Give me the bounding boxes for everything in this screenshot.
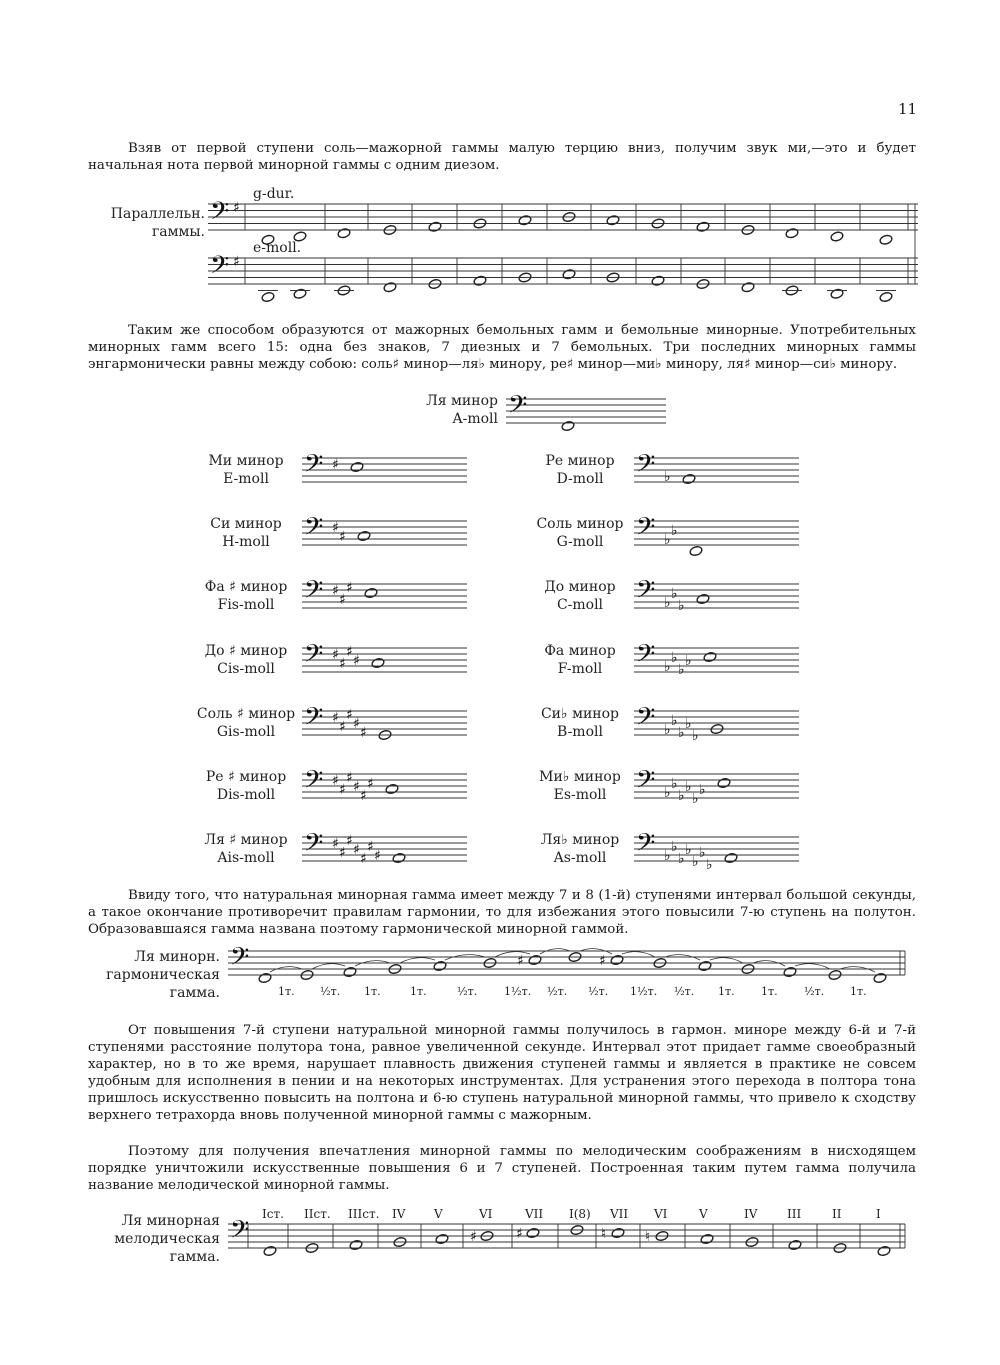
g-dur-note [785,228,799,239]
melodic-note [700,1233,714,1244]
flat-icon: ♭ [699,782,706,798]
a-moll-tonic-note [561,420,575,431]
sharp-icon: ♯ [599,953,606,969]
sharp-icon: ♯ [367,839,374,855]
sharp-key-de: Cis-moll [217,661,275,677]
sharp-icon: ♯ [346,770,353,786]
parallel-label-line2: гаммы. [151,224,205,240]
scale-degree-label: VI [479,1207,493,1221]
flat-icon: ♭ [671,650,678,666]
scale-degree-label: IIIст. [348,1207,380,1221]
slur [710,958,743,963]
harmonic-note [433,960,447,971]
scale-degree-label: Iст. [262,1207,284,1221]
sharp-icon: ♯ [339,719,346,735]
scale-degree-label: III [787,1207,802,1221]
sharp-key-label [196,831,296,867]
sharp-icon: ♯ [339,592,346,608]
flat-key-label [530,515,630,551]
scale-degree-label: IIст. [304,1207,331,1221]
sharp-icon: ♯ [360,788,367,804]
sharp-key-staff [302,512,472,563]
flat-icon: ♭ [685,653,692,669]
flat-icon: ♭ [671,839,678,855]
harmonic-note [258,972,272,983]
sharp-icon: ♯ [332,583,339,599]
flat-key-label [530,831,630,867]
a-moll-staff [506,390,686,435]
flat-key-staff [634,765,804,816]
flat-key-ru: Си♭ минор [540,706,620,722]
sharp-tonic-note [371,657,385,668]
flat-key-staff [634,828,804,879]
flat-icon: ♭ [678,598,685,614]
flat-icon: ♭ [699,845,706,861]
melodic-note [435,1233,449,1244]
flat-key-ru: Соль минор [536,516,624,532]
slur [312,964,345,969]
step-interval-label: 1т. [410,985,427,998]
sharp-key-de: Gis-moll [216,724,276,740]
flat-icon: ♭ [706,857,713,873]
flat-icon: ♭ [678,662,685,678]
sharp-key-ru: Ре ♯ минор [205,769,287,785]
flat-key-staff [634,512,804,563]
sharp-icon: ♯ [374,848,381,864]
flat-icon: ♭ [685,779,692,795]
flat-tonic-note [696,593,710,604]
sharp-key-de: Dis-moll [216,787,276,803]
bass-clef-icon: 𝄢 [230,942,250,978]
sharp-key-staff [302,575,472,626]
e-moll-note [741,282,755,293]
flat-icon: ♭ [664,848,671,864]
bass-clef-icon: 𝄢 [636,512,656,548]
flat-key-de: G-moll [556,534,604,550]
sharp-key-ru: Си минор [210,516,282,532]
flat-key-staff [634,449,804,500]
sharp-key-de: Fis-moll [217,597,275,613]
sharp-key-label [196,515,296,551]
harmonic-note [610,954,624,965]
harmonic-scale-staff [0,942,1000,1015]
sharp-icon: ♯ [470,1229,477,1245]
flat-icon: ♭ [664,532,671,548]
scale-degree-label: V [699,1207,708,1221]
step-interval-label: ½т. [804,985,825,998]
flat-icon: ♭ [664,595,671,611]
sharp-icon: ♯ [353,779,360,795]
sharp-icon: ♯ [339,529,346,545]
sharp-icon: ♯ [353,716,360,732]
flat-icon: ♭ [678,725,685,741]
g-dur-note [696,221,710,232]
flat-key-ru: Ре минор [545,453,615,469]
flat-tonic-note [717,777,731,788]
sharp-icon: ♯ [360,851,367,867]
sharp-icon: ♯ [332,836,339,852]
sharp-icon: ♯ [353,653,360,669]
flat-tonic-note [724,852,738,863]
step-interval-label: 1½т. [504,985,532,998]
step-interval-label: ½т. [674,985,695,998]
paragraph-4 [88,1022,916,1124]
sharp-icon: ♯ [339,656,346,672]
scale-degree-label: I(8) [569,1207,591,1221]
flat-icon: ♭ [664,469,671,485]
flat-icon: ♭ [671,776,678,792]
scale-degree-label: IV [744,1207,758,1221]
flat-icon: ♭ [678,851,685,867]
flat-key-de: B-moll [557,724,603,740]
sharp-tonic-note [350,461,364,472]
flat-key-ru: Фа минор [544,643,616,659]
harmonic-label-line3: гамма. [169,985,220,1001]
e-moll-note [383,282,397,293]
e-moll-note [473,275,487,286]
scale-degree-label: V [434,1207,443,1221]
flat-key-label [530,768,630,804]
lower-key-label: e-moll. [253,240,302,256]
bass-clef-icon: 𝄢 [508,390,528,426]
step-interval-label: ½т. [320,985,341,998]
parallel-scales-staff [0,180,1000,300]
bass-clef-icon: 𝄢 [304,512,324,548]
melodic-label-line3: гамма. [169,1249,220,1265]
harmonic-label-line1: Ля минорн. [134,949,220,965]
bass-clef-icon: 𝄢 [210,197,230,233]
scale-degree-label: IV [392,1207,406,1221]
sharp-icon: ♯ [353,842,360,858]
flat-icon: ♭ [685,842,692,858]
sharp-icon: ♯ [233,199,240,216]
bass-clef-icon: 𝄢 [304,639,324,675]
sharp-key-ru: Фа ♯ минор [204,579,288,595]
flat-key-de: C-moll [556,597,604,613]
slur [622,952,655,957]
melodic-scale-staff [0,1200,1000,1270]
bass-clef-icon: 𝄢 [636,765,656,801]
sharp-key-de: E-moll [223,471,269,487]
flat-icon: ♭ [692,728,699,744]
a-moll-label [390,392,498,428]
flat-key-ru: Ля♭ минор [540,832,620,848]
step-interval-label: 1т. [718,985,735,998]
melodic-note [611,1227,625,1238]
sharp-icon: ♯ [517,953,524,969]
sharp-tonic-note [392,852,406,863]
paragraph-3-text: Ввиду того, что натуральная минорная гамма имеет между 7 и 8 (1-й) ступенями интервал большой секунды, а такое окончание противоречит правилам гармонии, то для избежания этого повысили 7-ю ступень на полутон. Образовавшаяся гамма названа поэтому гармонической минорной гаммой. [88,888,916,937]
a-moll-de: A-moll [452,411,498,427]
flat-key-de: F-moll [557,661,603,677]
flat-key-de: Es-moll [553,787,607,803]
sharp-key-staff [302,828,472,879]
sharp-key-label [196,768,296,804]
sharp-icon: ♯ [367,776,374,792]
sharp-icon: ♯ [332,773,339,789]
flat-tonic-note [703,651,717,662]
sharp-icon: ♯ [346,707,353,723]
melodic-label-line2: мелодическая [114,1231,220,1247]
harmonic-note [343,966,357,977]
sharp-key-label [196,452,296,488]
flat-icon: ♭ [692,854,699,870]
bass-clef-icon: 𝄢 [304,449,324,485]
bass-clef-icon: 𝄢 [636,449,656,485]
sharp-key-ru: До ♯ минор [204,643,288,659]
flat-key-label [530,578,630,614]
sharp-icon: ♯ [332,520,339,536]
melodic-note [349,1239,363,1250]
bass-clef-icon: 𝄢 [304,828,324,864]
sharp-key-staff [302,702,472,753]
paragraph-1 [88,140,916,174]
harmonic-note [528,954,542,965]
sharp-key-label [196,578,296,614]
sharp-tonic-note [385,783,399,794]
melodic-note [788,1239,802,1250]
sharp-icon: ♯ [346,833,353,849]
step-interval-label: ½т. [588,985,609,998]
g-dur-note [293,231,307,242]
step-interval-label: 1т. [278,985,295,998]
flat-key-label [530,705,630,741]
flat-tonic-note [689,545,703,556]
g-dur-note [518,215,532,226]
sharp-icon: ♯ [233,253,240,270]
sharp-icon: ♯ [346,580,353,596]
bass-clef-icon: 𝄢 [230,1215,250,1251]
flat-icon: ♭ [685,716,692,732]
sharp-icon: ♯ [516,1226,523,1242]
flat-tonic-note [682,473,696,484]
sharp-tonic-note [364,587,378,598]
sharp-key-ru: Соль ♯ минор [196,706,296,722]
paragraph-3 [88,887,916,938]
sharp-icon: ♯ [332,710,339,726]
paragraph-2 [88,322,916,373]
e-moll-note [830,288,844,299]
melodic-label-line1: Ля минорная [121,1213,220,1229]
sharp-key-staff [302,449,472,500]
e-moll-note [651,275,665,286]
g-dur-note [428,221,442,232]
scale-degree-label: VII [525,1207,544,1221]
g-dur-note [337,228,351,239]
e-moll-note [879,291,893,302]
flat-icon: ♭ [671,586,678,602]
bass-clef-icon: 𝄢 [636,575,656,611]
e-moll-note [293,288,307,299]
sharp-key-staff [302,639,472,690]
sharp-key-ru: Ля ♯ минор [204,832,288,848]
step-interval-label: 1т. [761,985,778,998]
flat-icon: ♭ [664,722,671,738]
step-interval-label: ½т. [547,985,568,998]
sharp-key-label [196,642,296,678]
bass-clef-icon: 𝄢 [304,702,324,738]
scale-degree-label: I [876,1207,881,1221]
sharp-icon: ♯ [339,845,346,861]
scale-degree-label: II [832,1207,842,1221]
sharp-key-de: Ais-moll [217,850,275,866]
flat-key-de: D-moll [556,471,604,487]
slur [495,952,530,957]
bass-clef-icon: 𝄢 [636,702,656,738]
g-dur-note [830,231,844,242]
sharp-key-label [196,705,296,741]
sharp-tonic-note [357,530,371,541]
step-interval-label: ½т. [457,985,478,998]
step-interval-label: 1т. [850,985,867,998]
parallel-label-line1: Параллельн. [110,206,205,222]
bass-clef-icon: 𝄢 [636,639,656,675]
sharp-key-ru: Ми минор [208,453,284,469]
paragraph-5-text: Поэтому для получения впечатления минорной гаммы по мелодическим соображениям в нисходящем порядке уничтожили искусственные повышения 6 и 7 ступеней. Построенная таким путем гамма получила название мелодической минорной гаммы. [88,1144,916,1193]
slur [795,964,830,969]
g-dur-note [606,215,620,226]
flat-icon: ♭ [692,791,699,807]
bass-clef-icon: 𝄢 [636,828,656,864]
sharp-icon: ♯ [346,644,353,660]
harmonic-label-line2: гармоническая [106,967,220,983]
bass-clef-icon: 𝄢 [210,251,230,287]
flat-key-staff [634,575,804,626]
natural-icon: ♮ [601,1226,607,1242]
scale-degree-label: VII [610,1207,629,1221]
flat-key-ru: Ми♭ минор [539,769,621,785]
sharp-icon: ♯ [360,725,367,741]
e-moll-note [562,269,576,280]
melodic-note [526,1227,540,1238]
natural-icon: ♮ [645,1229,651,1245]
melodic-note [877,1245,891,1256]
page-number: 11 [898,100,918,118]
flat-key-label [530,642,630,678]
flat-key-staff [634,639,804,690]
scale-degree-label: VI [654,1207,668,1221]
g-dur-note [879,234,893,245]
a-moll-ru: Ля минор [426,393,498,409]
flat-key-label [530,452,630,488]
harmonic-note [698,960,712,971]
step-interval-label: 1т. [364,985,381,998]
flat-icon: ♭ [664,659,671,675]
paragraph-1-text: Взяв от первой ступени соль—мажорной гаммы малую терцию вниз, получим звук ми,—это и будет начальная нота первой минорной гаммы с одним диезом. [88,141,916,173]
e-moll-note [261,291,275,302]
flat-key-ru: До минор [544,579,616,595]
bass-clef-icon: 𝄢 [304,575,324,611]
sharp-key-de: H-moll [222,534,270,550]
flat-icon: ♭ [664,785,671,801]
sharp-key-staff [302,765,472,816]
melodic-note [263,1245,277,1256]
flat-key-staff [634,702,804,753]
flat-key-de: As-moll [553,850,607,866]
flat-icon: ♭ [671,523,678,539]
flat-icon: ♭ [671,713,678,729]
paragraph-4-text: От повышения 7-й ступени натуральной минорной гаммы получилось в гармон. миноре между 6-й и 7-й ступенями расстояние полутора тона, равное увеличенной секунде. Интервал этот придает гамме своеобразный характер, но в то же время, нарушает плавность движения ступеней гаммы и является в практике не совсем удобным для исполнения в пении и на некоторых инструментах. Для устранения этого перехода в полтора тона пришлось искусственно повысить на полтона и 6-ю ступень натуральной минорной гаммы, что привело к сходству верхнего тетрахорда вновь полученной минорной гаммы с мажорным. [88,1023,916,1123]
flat-icon: ♭ [678,788,685,804]
sharp-icon: ♯ [332,647,339,663]
sharp-icon: ♯ [339,782,346,798]
sharp-icon: ♯ [332,457,339,473]
paragraph-5 [88,1143,916,1194]
upper-key-label: g-dur. [253,186,295,202]
bass-clef-icon: 𝄢 [304,765,324,801]
slur [400,958,435,963]
paragraph-2-text: Таким же способом образуются от мажорных бемольных гамм и бемольные минорные. Употребительных минорных гамм всего 15: одна без знаков, 7 диезных и 7 бемольных. Три последних минорных гаммы энгармонически равны между собою: соль♯ минор—ля♭ минору, ре♯ минор—ми♭ минору, ля♯ минор—си♭ минору. [88,323,916,372]
harmonic-note [783,966,797,977]
harmonic-note [873,972,887,983]
step-interval-label: 1½т. [630,985,658,998]
